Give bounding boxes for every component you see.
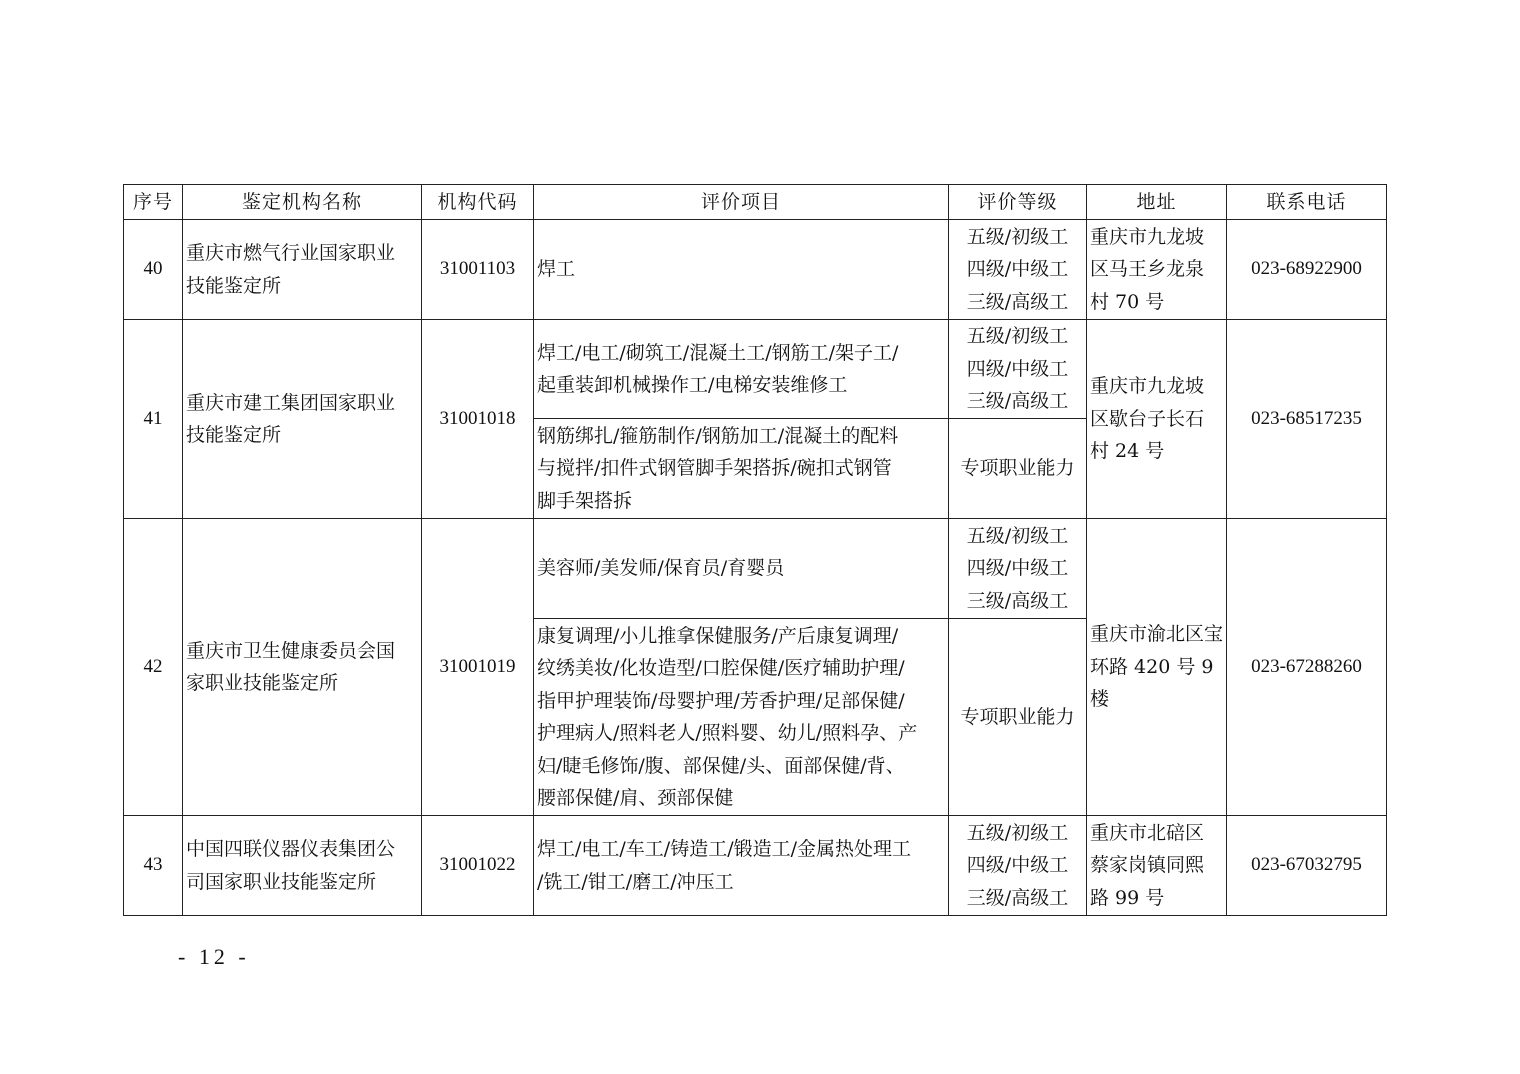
row-no: 42 bbox=[124, 519, 183, 816]
evaluation-project: 焊工 bbox=[534, 220, 949, 320]
institution-code: 31001022 bbox=[422, 816, 534, 916]
phone: 023-68517235 bbox=[1227, 320, 1387, 519]
evaluation-project: 康复调理/小儿推拿保健服务/产后康复调理/ 纹绣美妆/化妆造型/口腔保健/医疗辅助护理/ 指甲护理装饰/母婴护理/芳香护理/足部保健/ 护理病人/照料老人/照料婴、幼儿/照料孕、产 妇/睫毛修饰/腹、部保健/头、面部保健/背、 腰部保健/肩、颈部保健 bbox=[534, 619, 949, 816]
evaluation-level: 五级/初级工 四级/中级工 三级/高级工 bbox=[949, 320, 1087, 419]
table-row bbox=[124, 220, 1387, 320]
table-row bbox=[124, 816, 1387, 916]
address: 重庆市九龙坡 区歇台子长石 村 24 号 bbox=[1087, 320, 1227, 519]
evaluation-level: 专项职业能力 bbox=[949, 619, 1087, 816]
evaluation-project: 焊工/电工/车工/铸造工/锻造工/金属热处理工 /铣工/钳工/磨工/冲压工 bbox=[534, 816, 949, 916]
appraisal-institutions-table bbox=[123, 184, 1387, 916]
evaluation-project: 钢筋绑扎/箍筋制作/钢筋加工/混凝土的配料 与搅拌/扣件式钢管脚手架搭拆/碗扣式钢管 脚手架搭拆 bbox=[534, 419, 949, 519]
evaluation-level: 专项职业能力 bbox=[949, 419, 1087, 519]
row-no: 40 bbox=[124, 220, 183, 320]
institution-code: 31001019 bbox=[422, 519, 534, 816]
header-code: 机构代码 bbox=[422, 185, 534, 220]
row-no: 43 bbox=[124, 816, 183, 916]
header-address: 地址 bbox=[1087, 185, 1227, 220]
institution-name: 中国四联仪器仪表集团公 司国家职业技能鉴定所 bbox=[183, 816, 422, 916]
table-row bbox=[124, 320, 1387, 419]
table-header-row bbox=[124, 185, 1387, 220]
header-no: 序号 bbox=[124, 185, 183, 220]
header-phone: 联系电话 bbox=[1227, 185, 1387, 220]
institution-name: 重庆市建工集团国家职业 技能鉴定所 bbox=[183, 320, 422, 519]
header-name: 鉴定机构名称 bbox=[183, 185, 422, 220]
evaluation-level: 五级/初级工 四级/中级工 三级/高级工 bbox=[949, 220, 1087, 320]
header-level: 评价等级 bbox=[949, 185, 1087, 220]
institution-name: 重庆市燃气行业国家职业 技能鉴定所 bbox=[183, 220, 422, 320]
institution-name: 重庆市卫生健康委员会国 家职业技能鉴定所 bbox=[183, 519, 422, 816]
address: 重庆市渝北区宝 环路 420 号 9 楼 bbox=[1087, 519, 1227, 816]
page-number: - 12 - bbox=[178, 944, 250, 969]
header-project: 评价项目 bbox=[534, 185, 949, 220]
address: 重庆市九龙坡 区马王乡龙泉 村 70 号 bbox=[1087, 220, 1227, 320]
institution-code: 31001103 bbox=[422, 220, 534, 320]
evaluation-project: 焊工/电工/砌筑工/混凝土工/钢筋工/架子工/ 起重装卸机械操作工/电梯安装维修工 bbox=[534, 320, 949, 419]
phone: 023-68922900 bbox=[1227, 220, 1387, 320]
evaluation-level: 五级/初级工 四级/中级工 三级/高级工 bbox=[949, 519, 1087, 619]
table-row bbox=[124, 519, 1387, 619]
phone: 023-67032795 bbox=[1227, 816, 1387, 916]
row-no: 41 bbox=[124, 320, 183, 519]
institution-code: 31001018 bbox=[422, 320, 534, 519]
phone: 023-67288260 bbox=[1227, 519, 1387, 816]
evaluation-level: 五级/初级工 四级/中级工 三级/高级工 bbox=[949, 816, 1087, 916]
address: 重庆市北碚区 蔡家岗镇同熙 路 99 号 bbox=[1087, 816, 1227, 916]
evaluation-project: 美容师/美发师/保育员/育婴员 bbox=[534, 519, 949, 619]
